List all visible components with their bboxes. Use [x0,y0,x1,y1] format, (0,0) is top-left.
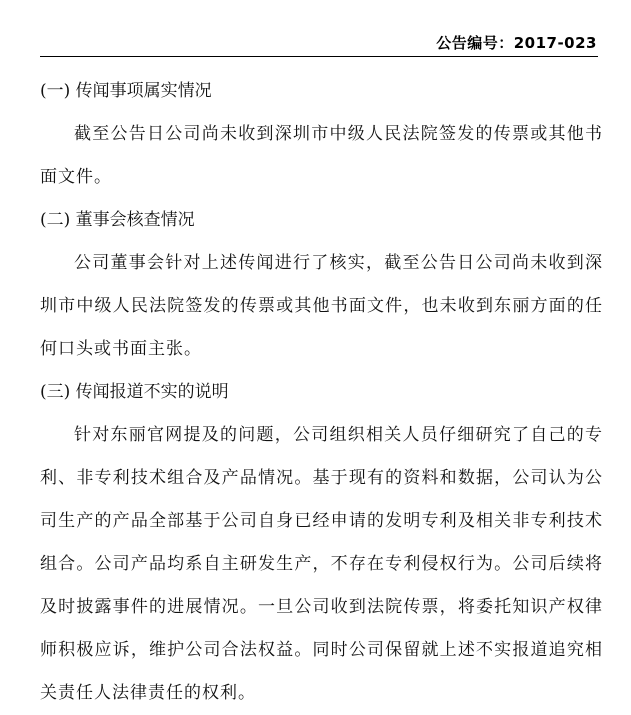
document-body [40,70,603,715]
document-header [0,0,631,56]
section-heading-2: (二) 董事会核查情况 [40,210,195,230]
notice-number: 公告编号：2017-023 [436,34,597,52]
section-heading-3: (三) 传闻报道不实的说明 [40,382,229,402]
section-paragraph-1: 截至公告日公司尚未收到深圳市中级人民法院签发的传票或其他书面文件。 [40,124,603,187]
section-heading-1: (一) 传闻事项属实情况 [40,81,212,101]
section-paragraph-2: 公司董事会针对上述传闻进行了核实，截至公告日公司尚未收到深圳市中级人民法院签发的传票或其他书面文件，也未收到东丽方面的任何口头或书面主张。 [40,253,603,359]
section-paragraph-3: 针对东丽官网提及的问题，公司组织相关人员仔细研究了自己的专利、非专利技术组合及产品情况。基于现有的资料和数据，公司认为公司生产的产品全部基于公司自身已经申请的发明专利及相关非专利技术组合。公司产品均系自主研发生产，不存在专利侵权行为。公司后续将及时披露事件的进展情况。一旦公司收到法院传票，将委托知识产权律师积极应诉，维护公司合法权益。同时公司保留就上述不实报道追究相关责任人法律责任的权利。 [40,425,603,703]
header-divider [40,56,598,57]
